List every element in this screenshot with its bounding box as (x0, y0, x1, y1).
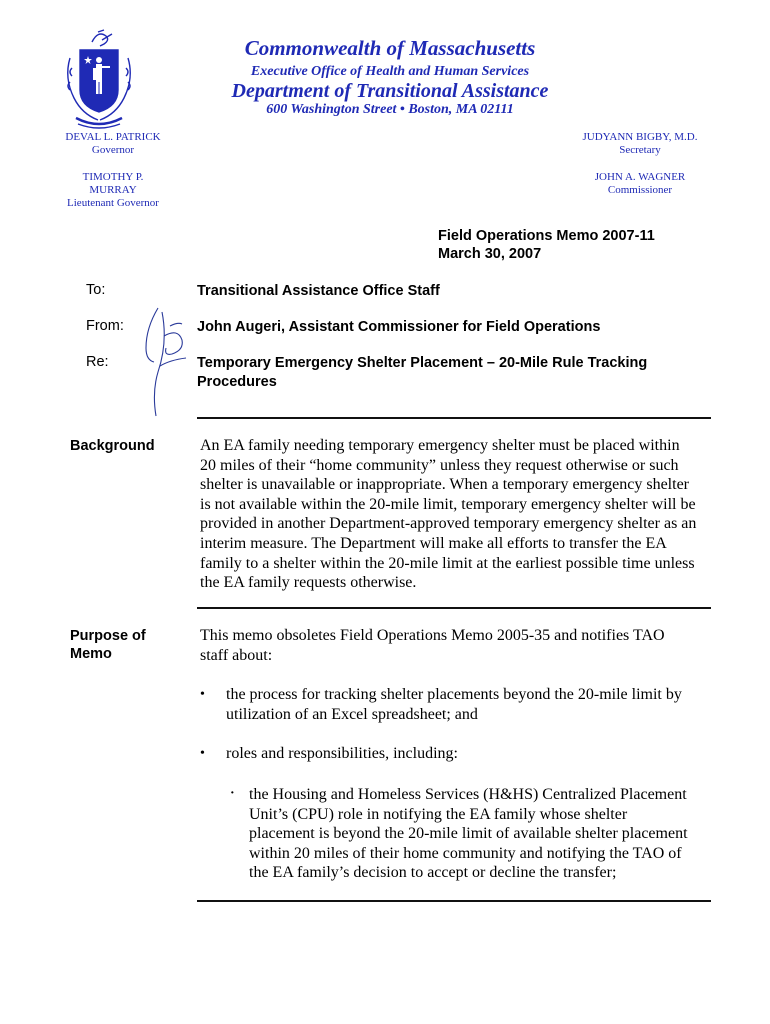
heading-line: Purpose of (70, 628, 146, 644)
to-label: To: (86, 282, 106, 298)
from-value: John Augeri, Assistant Commissioner for Field Operations (197, 319, 601, 335)
re-label: Re: (86, 354, 109, 370)
massachusetts-seal (62, 28, 136, 132)
re-line: Temporary Emergency Shelter Placement – 20-Mile Rule Tracking (197, 355, 648, 371)
official-name: JUDYANN BIGBY, M.D. (582, 131, 698, 143)
text-line: 20 miles of their “home community” unless they request otherwise or such (200, 456, 679, 474)
purpose-intro (200, 626, 720, 665)
text-line: Unit’s (CPU) role in notifying the EA family whose shelter (249, 805, 628, 823)
text-line: An EA family needing temporary emergency shelter must be placed within (200, 437, 680, 454)
background-heading: Background (70, 438, 155, 454)
text-line: staff about: (200, 646, 273, 664)
memo-number: Field Operations Memo 2007-11 (438, 228, 655, 244)
sub-bullet-item (249, 785, 719, 883)
official-name: TIMOTHY P. MURRAY (82, 171, 144, 196)
official-title: Governor (91, 144, 135, 156)
divider (197, 900, 711, 902)
sub-bullet-icon: · (230, 786, 235, 801)
background-text (200, 436, 720, 593)
text-line: placement is beyond the 20-mile limit of available shelter placement (249, 825, 688, 843)
purpose-heading (70, 627, 146, 663)
official-governor (58, 131, 168, 157)
office-subtitle: Executive Office of Health and Human Services (250, 64, 530, 79)
heading-line: Memo (70, 646, 112, 662)
official-title: Commissioner (607, 184, 673, 196)
official-title: Secretary (619, 144, 661, 156)
text-line: within 20 miles of their home community and notifying the TAO of (249, 844, 682, 862)
bullet-item (226, 744, 716, 764)
official-name: JOHN A. WAGNER (594, 171, 686, 183)
text-line: family to a shelter within the 20-mile limit at the earliest possible time unless (200, 554, 695, 572)
signature-initials (140, 306, 190, 421)
text-line: utilization of an Excel spreadsheet; and (226, 705, 478, 723)
bullet-icon: • (200, 746, 205, 761)
text-line: the EA family requests otherwise. (200, 574, 417, 592)
department-address: 600 Washington Street • Boston, MA 02111 (266, 102, 514, 117)
official-title: Lieutenant Governor (67, 197, 159, 209)
department-title: Department of Transitional Assistance (231, 80, 549, 102)
text-line: shelter is unavailable or inappropriate. When a temporary emergency shelter (200, 476, 689, 494)
memo-date: March 30, 2007 (438, 246, 542, 262)
official-commissioner (578, 171, 702, 197)
text-line: roles and responsibilities, including: (226, 745, 458, 762)
to-value: Transitional Assistance Office Staff (197, 283, 440, 299)
official-lt-governor (58, 171, 168, 210)
official-secretary (578, 131, 702, 157)
text-line: This memo obsoletes Field Operations Memo 2005-35 and notifies TAO (200, 627, 665, 644)
text-line: provided in another Department-approved temporary emergency shelter as an (200, 515, 697, 533)
re-line: Procedures (197, 374, 277, 390)
from-label: From: (86, 318, 124, 334)
divider (197, 417, 711, 419)
text-line: the Housing and Homeless Services (H&HS) Centralized Placement (249, 786, 687, 803)
bullet-icon: • (200, 687, 205, 702)
org-title: Commonwealth of Massachusetts (244, 36, 536, 60)
text-line: is not available within the 20-mile limit, temporary emergency shelter will be (200, 495, 696, 513)
bullet-item (226, 685, 716, 724)
re-value (197, 354, 647, 392)
text-line: the process for tracking shelter placements beyond the 20-mile limit by (226, 686, 682, 703)
divider (197, 607, 711, 609)
official-name: DEVAL L. PATRICK (65, 131, 161, 143)
text-line: interim measure. The Department will make all efforts to transfer the EA (200, 534, 667, 552)
text-line: the EA family’s decision to accept or decline the transfer; (249, 864, 617, 882)
